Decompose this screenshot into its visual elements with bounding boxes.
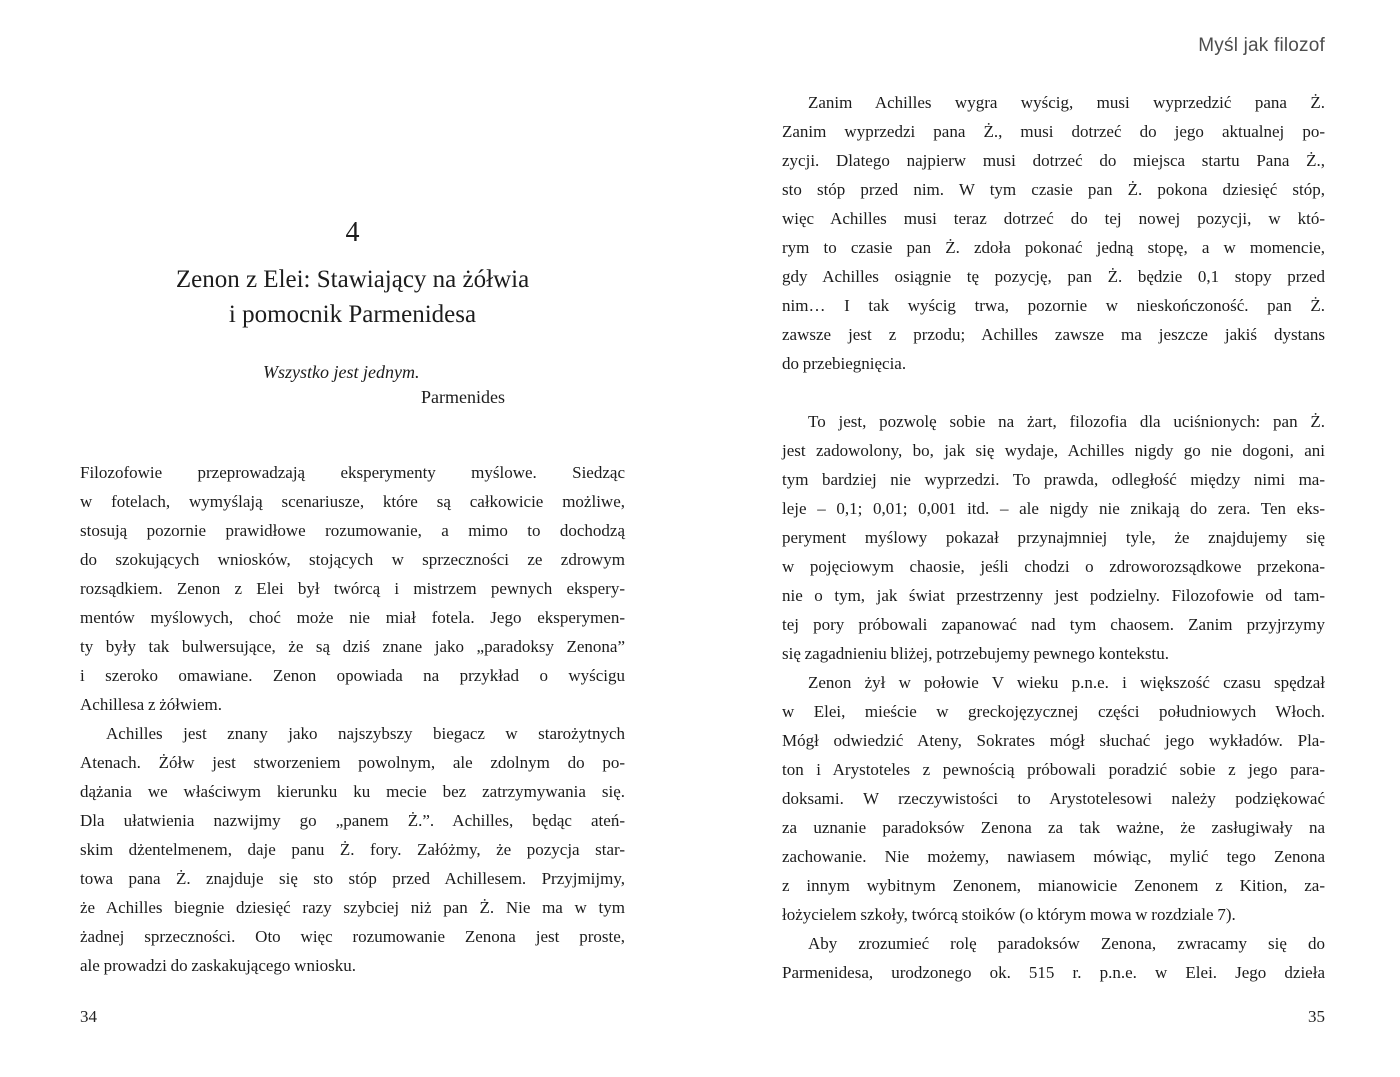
text-line: ty były tak bulwersujące, że są dziś znane jako „paradoksy Zenona” bbox=[80, 637, 625, 656]
page-number-right: 35 bbox=[1308, 1007, 1325, 1026]
page-number-left: 34 bbox=[80, 1007, 97, 1026]
text-line: Parmenidesa, urodzonego ok. 515 r. p.n.e. w Elei. Jego dzieła bbox=[782, 963, 1325, 982]
text-line: z innym wybitnym Zenonem, mianowicie Zenonem z Kition, za- bbox=[782, 876, 1325, 895]
text-line: Mógł odwiedzić Ateny, Sokrates mógł słuchać jego wykładów. Pla- bbox=[782, 731, 1325, 750]
text-line: do przebiegnięcia. bbox=[782, 354, 907, 373]
text-line: nie o tym, jak świat przestrzenny jest podzielny. Filozofowie od tam- bbox=[782, 586, 1325, 605]
text-line: zachowanie. Nie możemy, nawiasem mówiąc, mylić tego Zenona bbox=[782, 847, 1325, 866]
text-line: że Achilles biegnie dziesięć razy szybciej niż pan Ż. Nie ma w tym bbox=[80, 898, 625, 917]
text-line: zawsze jest z przodu; Achilles zawsze ma jeszcze jakiś dystans bbox=[782, 325, 1325, 344]
text-line: Atenach. Żółw jest stworzeniem powolnym, ale zdolnym do po- bbox=[80, 753, 625, 772]
text-line: w pojęciowym chaosie, jeśli chodzi o zdroworozsądkowe przekona- bbox=[782, 557, 1325, 576]
text-line: Zanim Achilles wygra wyścig, musi wyprzedzić pana Ż. bbox=[808, 93, 1325, 112]
text-line: Filozofowie przeprowadzają eksperymenty myślowe. Siedząc bbox=[80, 463, 625, 482]
text-line: Achillesa z żółwiem. bbox=[80, 695, 223, 714]
text-line: żadnej sprzeczności. Oto więc rozumowanie Zenona jest proste, bbox=[80, 927, 625, 946]
text-line: stosują pozornie prawidłowe rozumowanie, a mimo to dochodzą bbox=[80, 521, 625, 540]
text-line: więc Achilles musi teraz dotrzeć do tej nowej pozycji, w któ- bbox=[782, 209, 1325, 228]
text-line: peryment myślowy pokazał przynajmniej tyle, że znajdujemy się bbox=[782, 528, 1325, 547]
text-line: Achilles jest znany jako najszybszy biegacz w starożytnych bbox=[106, 724, 625, 743]
text-line: To jest, pozwolę sobie na żart, filozofia dla uciśnionych: pan Ż. bbox=[808, 412, 1325, 431]
right-page-body-text bbox=[782, 0, 1325, 987]
text-line: rozsądkiem. Zenon z Elei był twórcą i mistrzem pewnych ekspery- bbox=[80, 579, 625, 598]
text-line: ale prowadzi do zaskakującego wniosku. bbox=[80, 956, 357, 975]
epigraph bbox=[263, 360, 505, 410]
text-line: Aby zrozumieć rolę paradoksów Zenona, zwracamy się do bbox=[808, 934, 1325, 953]
text-line: łożycielem szkoły, twórcą stoików (o którym mowa w rozdziale 7). bbox=[782, 905, 1236, 924]
text-line: w fotelach, wymyślają scenariusze, które są całkowicie możliwe, bbox=[80, 492, 625, 511]
text-line: rym to czasie pan Ż. zdoła pokonać jedną stopę, a w momencie, bbox=[782, 238, 1325, 257]
chapter-title-line: i pomocnik Parmenidesa bbox=[228, 301, 477, 328]
text-line: mentów myślowych, choć może nie miał fotela. Jego eksperymen- bbox=[80, 608, 625, 627]
text-line: skim dżentelmenem, daje panu Ż. fory. Załóżmy, że pozycja star- bbox=[80, 840, 625, 859]
text-line: Zenon żył w połowie V wieku p.n.e. i większość czasu spędzał bbox=[808, 673, 1325, 692]
text-line: dążania we właściwym kierunku ku mecie bez zatrzymywania się. bbox=[80, 782, 625, 801]
running-header: Myśl jak filozof bbox=[1198, 35, 1325, 56]
chapter-title-line: Zenon z Elei: Stawiający na żółwia bbox=[175, 266, 530, 293]
book-page-left bbox=[80, 0, 625, 980]
book-page-right bbox=[782, 0, 1325, 987]
paragraph bbox=[782, 929, 1325, 987]
text-line: za uznanie paradoksów Zenona za tak ważne, że zasługiwały na bbox=[782, 818, 1325, 837]
text-line: tym bardziej nie wyprzedzi. To prawda, odległość między nimi ma- bbox=[782, 470, 1325, 489]
chapter-number: 4 bbox=[345, 217, 360, 248]
text-line: się zagadnieniu bliżej, potrzebujemy pewnego kontekstu. bbox=[782, 644, 1169, 663]
text-line: w Elei, mieście w greckojęzycznej części południowych Włoch. bbox=[782, 702, 1325, 721]
paragraph bbox=[782, 668, 1325, 929]
text-line: zycji. Dlatego najpierw musi dotrzeć do miejsca startu Pana Ż., bbox=[782, 151, 1325, 170]
text-line: doksami. W rzeczywistości to Arystotelesowi należy podziękować bbox=[782, 789, 1325, 808]
text-line: tej pory próbowali zapanować nad tym chaosem. Zanim przyjrzymy bbox=[782, 615, 1325, 634]
text-line: Dla ułatwienia nazwijmy go „panem Ż.”. Achilles, będąc ateń- bbox=[80, 811, 625, 830]
paragraph bbox=[782, 407, 1325, 668]
text-line: towa pana Ż. znajduje się sto stóp przed Achillesem. Przyjmijmy, bbox=[80, 869, 625, 888]
text-line: gdy Achilles osiągnie tę pozycję, pan Ż. będzie 0,1 stopy przed bbox=[782, 267, 1325, 286]
text-line: sto stóp przed nim. W tym czasie pan Ż. pokona dziesięć stóp, bbox=[782, 180, 1325, 199]
paragraph bbox=[782, 88, 1325, 378]
text-line: do szokujących wniosków, stojących w sprzeczności ze zdrowym bbox=[80, 550, 625, 569]
text-line: ton i Arystoteles z pewnością próbowali poradzić sobie z jego para- bbox=[782, 760, 1325, 779]
epigraph-text: Wszystko jest jednym. bbox=[263, 362, 420, 382]
text-line: Zanim wyprzedzi pana Ż., musi dotrzeć do jego aktualnej po- bbox=[782, 122, 1325, 141]
text-line: leje – 0,1; 0,01; 0,001 itd. – ale nigdy nie znikają do zera. Ten eks- bbox=[782, 499, 1325, 518]
text-line: i szeroko omawiane. Zenon opowiada na przykład o wyścigu bbox=[80, 666, 625, 685]
paragraph bbox=[80, 719, 625, 980]
text-line: nim… I tak wyścig trwa, pozornie w nieskończoność. pan Ż. bbox=[782, 296, 1325, 315]
text-line: jest zadowolony, bo, jak się wydaje, Achilles nigdy go nie dogoni, ani bbox=[782, 441, 1325, 460]
paragraph bbox=[80, 458, 625, 719]
chapter-title bbox=[80, 262, 625, 332]
epigraph-attribution: Parmenides bbox=[421, 387, 505, 407]
left-page-body-text bbox=[80, 458, 625, 980]
